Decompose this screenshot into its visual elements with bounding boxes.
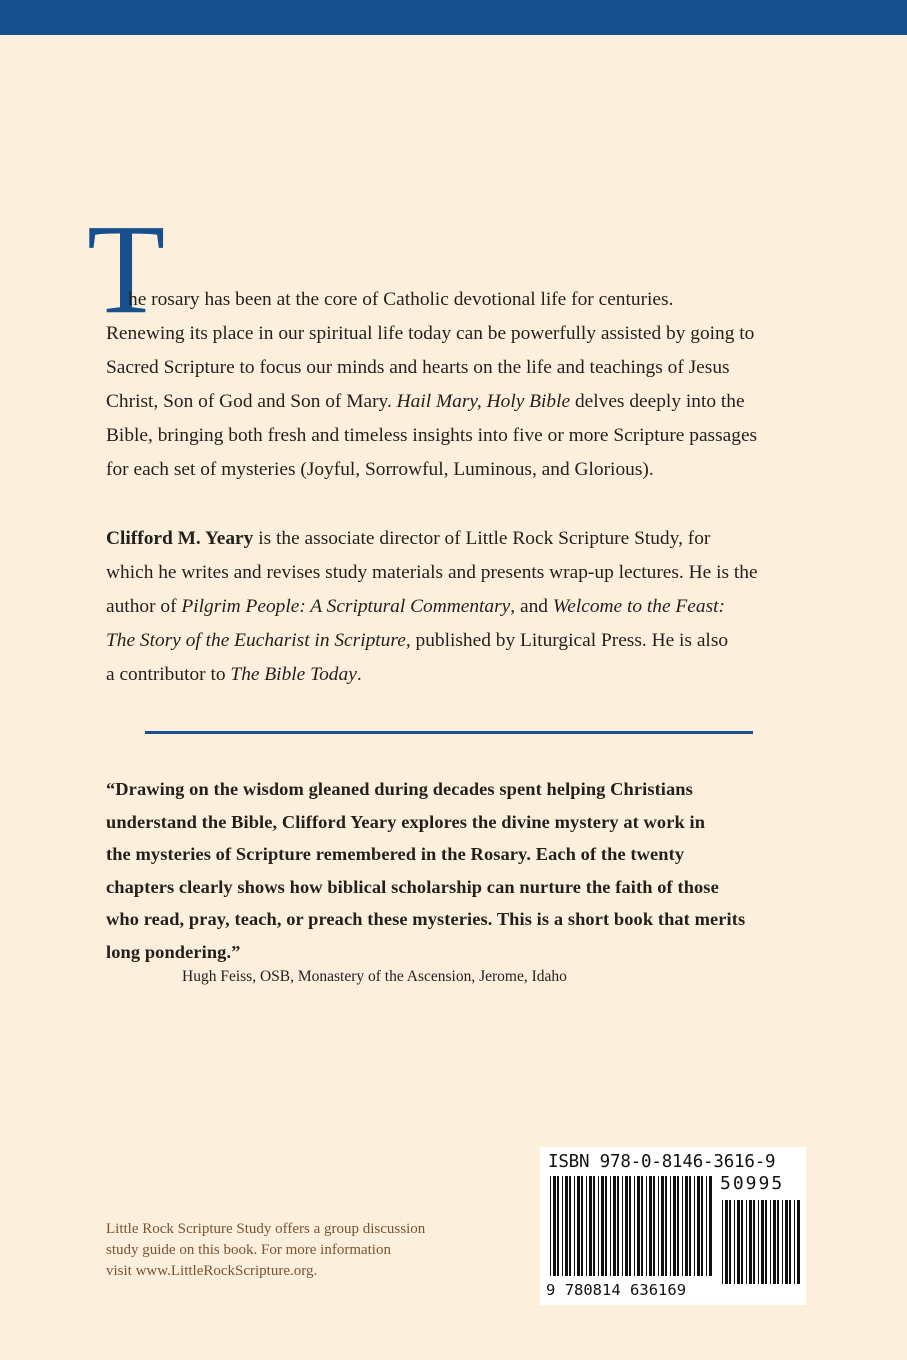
quote-line: “Drawing on the wisdom gleaned during decades spent helping Christians <box>106 779 693 799</box>
bio-line: The Story of the Eucharist in Scripture, published by Liturgical Press. He is also <box>106 630 729 651</box>
barcode-bar <box>685 1176 688 1276</box>
description-line: Bible, bringing both fresh and timeless insights into five or more Scripture passages <box>106 425 758 446</box>
barcode-bar <box>797 1200 800 1284</box>
drop-cap-letter: T <box>87 198 166 340</box>
barcode-bar <box>613 1176 616 1276</box>
bio-line: author of Pilgrim People: A Scriptural Commentary, and Welcome to the Feast: <box>106 596 725 617</box>
section-divider <box>145 731 753 734</box>
quote-line: the mysteries of Scripture remembered in the Rosary. Each of the twenty <box>106 844 685 864</box>
barcode-bar <box>581 1176 583 1276</box>
isbn-barcode <box>540 1147 806 1305</box>
quote-line: who read, pray, teach, or preach these mysteries. This is a short book that merits <box>106 909 746 929</box>
bio-line: which he writes and revises study materials and presents wrap-up lectures. He is the <box>106 562 758 583</box>
barcode-bar <box>749 1200 752 1284</box>
barcode-bar <box>641 1176 643 1276</box>
barcode-bar <box>794 1200 795 1284</box>
quote-line: chapters clearly shows how biblical scholarship can nurture the faith of those <box>106 876 719 897</box>
barcode-bar <box>753 1200 755 1284</box>
barcode-bar <box>758 1200 759 1284</box>
barcode-bar <box>589 1176 592 1276</box>
barcode-bar <box>574 1176 575 1276</box>
barcode-bar <box>646 1176 647 1276</box>
barcode-bar <box>610 1176 611 1276</box>
barcode-bar <box>782 1200 783 1284</box>
isbn-label: ISBN 978-0-8146-3616-9 <box>548 1152 776 1172</box>
barcode-bar <box>697 1176 700 1276</box>
ean-digits: 9 780814 636169 <box>546 1281 687 1299</box>
barcode-bar <box>709 1176 712 1276</box>
barcode-bar <box>770 1200 771 1284</box>
barcode-bar <box>622 1176 623 1276</box>
barcode-bar <box>737 1200 740 1284</box>
barcode-bar <box>701 1176 703 1276</box>
barcode-bar <box>598 1176 599 1276</box>
barcode-bar <box>658 1176 659 1276</box>
endorsement-quote <box>106 773 816 968</box>
author-name: Clifford M. Yeary <box>106 528 254 549</box>
barcode-bar <box>634 1176 635 1276</box>
barcode-bar <box>565 1176 568 1276</box>
barcode-bar <box>741 1200 743 1284</box>
barcode-bar <box>569 1176 571 1276</box>
barcode-bar <box>670 1176 671 1276</box>
price-addon-code: 50995 <box>720 1173 785 1194</box>
barcode-bar <box>625 1176 628 1276</box>
barcode-bar <box>586 1176 587 1276</box>
quote-line: long pondering.” <box>106 941 241 962</box>
barcode-bar <box>694 1176 695 1276</box>
bio-line: a contributor to The Bible Today. <box>106 664 362 685</box>
quote-line: understand the Bible, Clifford Yeary explores the divine mystery at work in <box>106 811 706 832</box>
barcode-bar <box>553 1176 556 1276</box>
description-line: he rosary has been at the core of Catholic devotional life for centuries. <box>128 289 674 310</box>
description-line: Sacred Scripture to focus our minds and hearts on the life and teachings of Jesus <box>106 357 730 378</box>
barcode-bar <box>777 1200 779 1284</box>
barcode-bar <box>673 1176 676 1276</box>
top-color-band <box>0 0 907 35</box>
barcode-bar <box>706 1176 707 1276</box>
barcode-bar <box>682 1176 683 1276</box>
author-bio <box>106 522 816 692</box>
barcode-bar <box>649 1176 652 1276</box>
barcode-bar <box>577 1176 580 1276</box>
addon-barcode-bars <box>720 1200 800 1284</box>
barcode-bar <box>785 1200 788 1284</box>
barcode-bar <box>562 1176 563 1276</box>
barcode-bar <box>617 1176 619 1276</box>
barcode-bar <box>637 1176 640 1276</box>
barcode-bar <box>746 1200 747 1284</box>
barcode-bar <box>677 1176 679 1276</box>
barcode-bar <box>725 1200 728 1284</box>
quote-attribution: Hugh Feiss, OSB, Monastery of the Ascension, Jerome, Idaho <box>182 968 567 985</box>
book-description <box>106 283 816 487</box>
barcode-bar <box>665 1176 667 1276</box>
barcode-bar <box>557 1176 559 1276</box>
barcode-bar <box>601 1176 604 1276</box>
study-guide-note: Little Rock Scripture Study offers a group discussion study guide on this book. For more information visit www.LittleRockScripture.org. <box>106 1221 426 1279</box>
bio-line: Clifford M. Yeary is the associate director of Little Rock Scripture Study, for <box>106 528 711 549</box>
barcode-bar <box>653 1176 655 1276</box>
description-line: for each set of mysteries (Joyful, Sorrowful, Luminous, and Glorious). <box>106 459 654 480</box>
barcode-bar <box>550 1176 551 1276</box>
barcode-bar <box>761 1200 764 1284</box>
barcode-bar <box>729 1200 731 1284</box>
barcode-bar <box>593 1176 595 1276</box>
description-line: Renewing its place in our spiritual life today can be powerfully assisted by going to <box>106 323 755 344</box>
barcode-bar <box>605 1176 607 1276</box>
barcode-bar <box>689 1176 691 1276</box>
barcode-bar <box>734 1200 735 1284</box>
barcode-bar <box>722 1200 723 1284</box>
barcode-bar <box>629 1176 631 1276</box>
barcode-bar <box>765 1200 767 1284</box>
barcode-bar <box>773 1200 776 1284</box>
ean-barcode-bars <box>548 1176 714 1284</box>
book-title: Hail Mary, Holy Bible <box>396 391 571 412</box>
barcode-bar <box>789 1200 791 1284</box>
barcode-bar <box>661 1176 664 1276</box>
description-line: Christ, Son of God and Son of Mary. Hail Mary, Holy Bible delves deeply into the <box>106 391 745 412</box>
